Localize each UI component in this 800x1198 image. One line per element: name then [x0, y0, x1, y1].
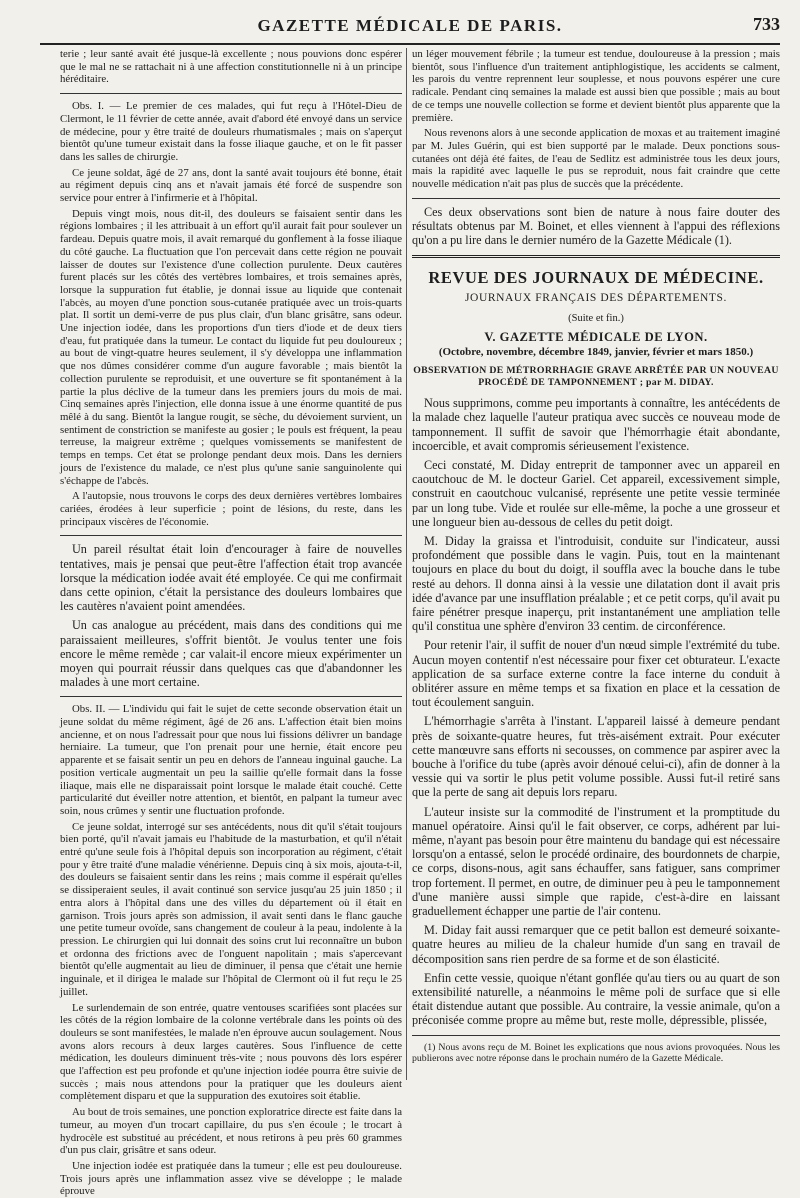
paragraph: M. Diday la graissa et l'introduisit, conduite sur l'indicateur, aussi profondément que possible dans le vagin. Puis, tout en la maintenant toujours en place du bout du doigt, il souffla avec la bouche dans le tube resté au dehors. Il donna ainsi à la vessie une dilatation dont il avait pris idée d'avance par une insufflation préalable ; et ce petit corps, qu'il avait pu faire pénétrer presque inaperçu, prit instantanément une ampliation telle qu'il constitua une sphère d'environ 33 centim. de circonférence. [412, 533, 780, 634]
paragraph: Au bout de trois semaines, une ponction exploratrice directe est faite dans la tumeur, au moyen d'un trocart capillaire, du pus s'en écoule ; le trocart à hydrocèle est substitué au précédent, et nous retirons à peu près 60 grammes d'un pus clair, grisâtre et sans odeur. [60, 1106, 402, 1157]
paragraph: terie ; leur santé avait été jusque-là excellente ; nous pouvions donc espérer que le mal ne se rattachait ni à une affection constitutionnelle ni à un principe héréditaire. [60, 48, 402, 86]
section-divider [60, 93, 402, 94]
paragraph: Ce jeune soldat, âgé de 27 ans, dont la santé avait toujours été bonne, était au régiment depuis cinq ans et n'avait jamais été forcé de suspendre son service pour entrer à l'infirmerie et à l'hôpital. [60, 166, 402, 205]
paragraph: Pour retenir l'air, il suffit de nouer d'un nœud simple l'extrémité du tube. Aucun moyen contentif n'est nécessaire pour fixer cet obturateur. L'exacte application de sa surface externe contre la face interne du conduit à oblitérer assure en même temps et sa fixation en place et la cessation de tout écoulement sanguin. [412, 638, 780, 710]
observation-1-paragraph: Obs. I. — Le premier de ces malades, qui fut reçu à l'Hôtel-Dieu de Clermont, le 11 février de cette année, avait d'abord été envoyé dans un service de médecine, pour y être traité de douleurs rhumatismales ; mais on s'aperçut bientôt qu'une tumeur existait dans la fosse iliaque gauche, et on le fit passer dans les salles de chirurgie. [60, 100, 402, 163]
continuation-note: (Suite et fin.) [568, 313, 624, 325]
section-divider [412, 198, 780, 199]
paragraph: Ceci constaté, M. Diday entreprit de tamponner avec un appareil en caoutchouc de M. le docteur Gariel. Cet appareil, excessivement simple, construit en caoutchouc vulcanisé, représente une petite vessie terminée par un long tube. Vide et roulée sur elle-même, la poche a une grosseur et une longueur bien au-dessous de celles du petit doigt. [412, 457, 780, 529]
footnote: (1) Nous avons reçu de M. Boinet les explications que nous avions provoquées. Nous les publierons avec notre réponse dans le prochain numéro de la Gazette Médicale. [412, 1041, 780, 1065]
paragraph: Le surlendemain de son entrée, quatre ventouses scarifiées sont placées sur les côtés de la région lombaire de la colonne vertébrale dans les points où des douleurs se sont manifestées, le malade n'en éprouve aucun soulagement. Nous avons alors recours à deux larges cautères. Sous l'influence de cette médication, les douleurs diminuent très-vite ; nous pouvons dès lors espérer que l'affection est peu profonde et qu'une injection iodée pourra être suivie de succès ; mais nous attendons pour la pratiquer que les douleurs aient complètement disparu et que la suppuration des exutoires soit établie. [60, 1001, 402, 1103]
paragraph: L'auteur insiste sur la commodité de l'instrument et la promptitude du manuel opératoire. Ainsi qu'il le fait observer, ce corps, adhérent par lui-même, n'ayant pas besoin pour être maintenu du bandage qui est nécessaire lorsqu'on a entassé, selon le procédé ordinaire, des bourdonnets de charpie, ce corps, disons-nous, agit sans échauffer, sans fatiguer, sans comprimer trop fortement. Il permet, en outre, de diminuer peu à peu le tamponnement d'une manière aussi simple que rapide, c'est-à-dire en laissant graduellement échapper une partie de l'air contenu. [412, 804, 780, 919]
left-column [60, 48, 402, 1198]
paragraph: L'hémorrhagie s'arrêta à l'instant. L'appareil laissé à demeure pendant près de soixante-quatre heures, fut très-aisément extrait. Pour exécuter cette manœuvre sans efforts ni secousses, on commence par aspirer avec la bouche à l'orifice du tube (après avoir dénoué celui-ci), afin de donner à la vessie qui va sortir le plus petit volume possible. Aussi fut-il retiré sans que la perte de sang ait depuis lors reparu. [412, 714, 780, 800]
section-double-rule [412, 255, 780, 258]
paragraph: Un pareil résultat était loin d'encourager à faire de nouvelles tentatives, mais je pensai que peut-être l'affection était trop avancée lorsque la médication iodée avait été employée. Ce qui me confirmait dans cette opinion, c'était la persistance des douleurs lombaires que les cautères n'avaient point amendées. [60, 542, 402, 614]
column-divider [406, 48, 407, 1080]
paragraph: Enfin cette vessie, quoique n'étant gonflée qu'au tiers ou au quart de son extensibilité naturelle, a néanmoins le même poli de surface que si elle était distendue autant que possible. Au contraire, la vessie animale, qu'on a préconisée comme propre au même but, reste molle, dépressible, plissée, [412, 970, 780, 1028]
section-divider [60, 696, 402, 697]
revue-title: REVUE DES JOURNAUX DE MÉDECINE. [428, 268, 764, 288]
paragraph: Une injection iodée est pratiquée dans la tumeur ; elle est peu douloureuse. Trois jours après une inflammation assez vive se développe ; le malade éprouve [60, 1159, 402, 1198]
paragraph: Un cas analogue au précédent, mais dans des conditions qui me paraissaient meilleures, s'offrit bientôt. Je voulus tenter une fois encore le même remède ; car valait-il encore mieux expérimenter un moyen qui pourrait réussir dans quelques cas que d'abandonner les malades à une mort certaine. [60, 618, 402, 690]
observation-title: OBSERVATION DE MÉTRORRHAGIE GRAVE ARRÊTÉE PAR UN NOUVEAU PROCÉDÉ DE TAMPONNEMENT ; par M. DIDAY. [413, 365, 779, 389]
page-header [40, 6, 780, 44]
observation-2-paragraph: Obs. II. — L'individu qui fait le sujet de cette seconde observation était un jeune soldat du même régiment, âgé de 26 ans. L'affection était bien moins ancienne, et on nous l'adressait pour que nous lui fissions délivrer un bandage herniaire. La tumeur, que l'on prenait pour une hernie, était encore peu apparente et se faisait sentir un peu en dehors de l'anneau inguinal gauche. La position verticale augmentait un peu la saillie qu'elle formait dans la fosse iliaque, mais elle ne disparaissait point lorsque le malade était couché. Cette particularité dut éveiller notre attention, et bientôt, en palpant la tumeur avec soin, nous crûmes y sentir une fluctuation profonde. [60, 703, 402, 817]
right-column [412, 48, 780, 1080]
paragraph: Nous revenons alors à une seconde application de moxas et au traitement imaginé par M. Jules Guérin, qui est bien supporté par le malade. Deux ponctions sous-cutanées ont déjà été faites, de l'eau de Sedlitz est administrée tous les deux jours, mais la rapidité avec laquelle le pus se reproduit, nous fait craindre que cette nouvelle médication n'ait pas plus de succès que la précédente. [412, 127, 780, 191]
paragraph: un léger mouvement fébrile ; la tumeur est tendue, douloureuse à la pression ; mais bientôt, sous l'influence d'un traitement antiphlogistique, les accidents se calment, les parois du ventre reprennent leur souplesse, et nous pouvons espérer une cure radicale. Pendant cinq semaines la malade est aussi bien que possible ; mais au bout de ce temps une nouvelle collection se forme et devient bientôt plus apparente que la première. [412, 48, 780, 124]
section-title: V. GAZETTE MÉDICALE DE LYON. [484, 329, 708, 344]
footnote-divider [412, 1035, 780, 1036]
revue-subtitle: JOURNAUX FRANÇAIS DES DÉPARTEMENTS. [464, 292, 728, 305]
paragraph: Ces deux observations sont bien de nature à nous faire douter des résultats obtenus par M. Boinet, et elles viennent à l'appui des réflexions qu'on a pu lire dans le dernier numéro de la Gazette Médicale (1). [412, 204, 780, 248]
paragraph: A l'autopsie, nous trouvons le corps des deux dernières vertèbres lombaires cariées, érodées à leur superficie ; point de lésions, du reste, dans les principaux viscères de l'économie. [60, 490, 402, 528]
paragraph: Depuis vingt mois, nous dit-il, des douleurs se faisaient sentir dans les régions lombaires ; il les attribuait à un effort qu'il aurait fait pour soulever un fardeau. Depuis quatre mois, il avait remarqué du gonflement à la fosse iliaque du côté gauche. La fluctuation que l'on percevait dans cette région ne pouvait laisser de doutes sur l'existence d'une collection purulente. Deux cautères furent placés sur les côtés des vertèbres lombaires, et trois semaines après, lorsque la suppuration fut établie, je donnai issue au liquide que contenait l'abcès, au moyen d'une ponction sous-cutanée pratiquée avec un trois-quarts plat. Il sortit un demi-verre de pus plus clair, d'un blanc grisâtre, sans odeur. Une injection iodée, dans les proportions d'un tiers d'iode et de deux tiers d'eau, fut pratiquée dans la tumeur. Le contact du liquide fut peu douloureux ; au bout de vingt-quatre heures seulement, il s'y développa une inflammation que nos dûmes considérer comme d'un augure favorable ; mais bientôt la collection purulente se reproduisit, et une ouverture se fit spontanément à la partie la plus déclive de la tumeur dans les premiers jours du mois de mai. Cinq semaines après l'injection, elle donna issue à une énorme quantité de pus mêlé à du sang. Bientôt la langue rougit, se sèche, du dévoiement survient, un sentiment de constriction se manifeste au gosier ; le pouls est fréquent, la peau terreuse, la maigreur extrême ; quelques vomissements se manifestent de temps en temps. Cet état se prolonge pendant deux mois. Dans les derniers jours de l'existence du malade, ce n'est plus qu'une sanie sanguinolente qui s'échappe de l'abcès. [60, 207, 402, 487]
header-rule [40, 43, 780, 45]
journal-title: GAZETTE MÉDICALE DE PARIS. [257, 16, 563, 35]
paragraph: Ce jeune soldat, interrogé sur ses antécédents, nous dit qu'il s'était toujours bien porté, qu'il n'avait jamais eu l'habitude de la masturbation, et qu'il n'était entré qu'une seule fois à l'hôpital depuis son incorporation au régiment, c'était pour y être traité d'une maladie vénérienne. Depuis cinq à six mois, ajouta-t-il, des douleurs se faisaient sentir dans les reins ; mais comme il espérait qu'elles se dissiperaient seules, il avait continué son service jusqu'au 25 juin 1850 ; il entra alors à l'hôpital dans une des villes du département où il était en garnison. Trois jours après son admission, il avait senti dans le flanc gauche une petite tumeur ovoïde, sans changement de couleur à la peau, indolente à la pression. Le chirurgien qui lui donnait des soins crut lui reconnaître un bubon et ordonna des frictions avec de l'onguent napolitain ; mais s'apercevant bientôt qu'elle augmentait au lieu de diminuer, il pensa que c'était une hernie inguinale, et il dirigea le malade sur l'hôpital de Clermont où il fut reçu le 25 juillet. [60, 820, 402, 998]
section-dates: (Octobre, novembre, décembre 1849, janvier, février et mars 1850.) [438, 346, 754, 359]
section-divider [60, 535, 402, 536]
page-number: 733 [753, 14, 780, 34]
paragraph: Nous supprimons, comme peu importants à connaître, les antécédents de la malade chez laquelle l'auteur pratiqua avec succès ce nouveau mode de tamponnement. Il suffit de savoir que l'hémorrhagie était abondante, incoercible, et avait compromis sérieusement l'existence. [412, 396, 780, 453]
paragraph: M. Diday fait aussi remarquer que ce petit ballon est demeuré soixante-quatre heures au milieu de la chaleur humide d'un sang en travail de décomposition sans rien perdre de sa forme et de son élasticité. [412, 923, 780, 966]
